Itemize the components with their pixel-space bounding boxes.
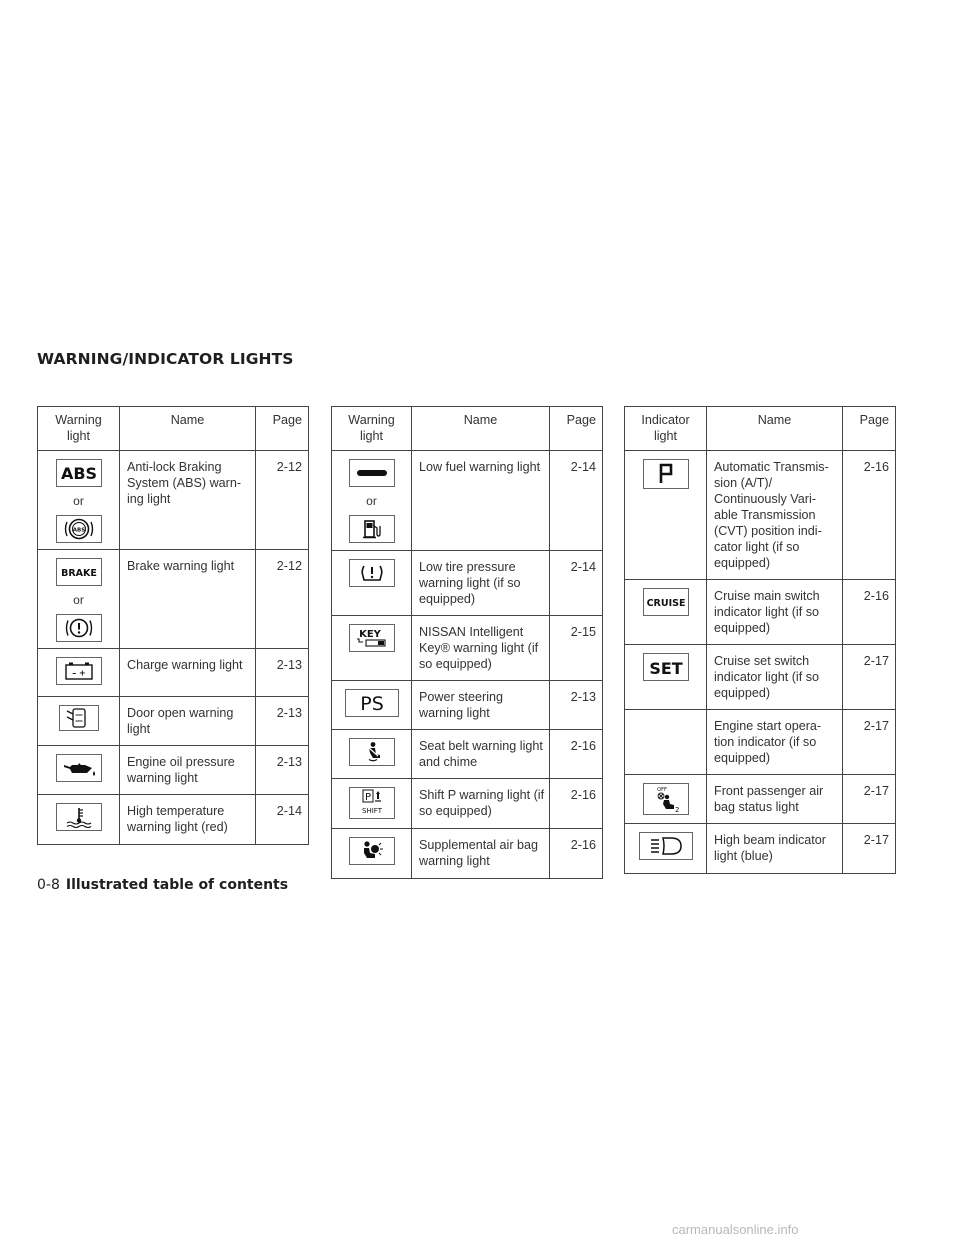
light-name: NISSAN Intelligent Key® warning light (if so equipped) <box>412 616 550 681</box>
table-row <box>625 645 896 710</box>
header-name: Name <box>707 407 843 451</box>
light-name: Cruise main switch indicator light (if so equipped) <box>707 580 843 645</box>
fuel-pump-icon <box>349 515 395 543</box>
table-row <box>332 551 603 616</box>
light-name: Charge warning light <box>120 649 256 697</box>
brake-circle-icon <box>56 614 102 642</box>
warning-lights-table-1 <box>37 406 309 845</box>
icon-cell <box>332 779 412 829</box>
table-row <box>332 681 603 730</box>
table-row <box>38 697 309 746</box>
light-name: Low fuel warning light <box>412 451 550 551</box>
icon-cell <box>38 746 120 795</box>
svg-text:BRAKE: BRAKE <box>60 568 97 579</box>
light-name: Supplemental air bag warning light <box>412 829 550 879</box>
header-indicator-light: Indicator light <box>625 407 707 451</box>
table-row <box>332 451 603 551</box>
svg-text:SHIFT: SHIFT <box>361 807 382 815</box>
icon-cell <box>332 616 412 681</box>
svg-text:KEY: KEY <box>358 629 381 640</box>
light-name: High temperature warning light (red) <box>120 795 256 845</box>
header-page: Page <box>550 407 603 451</box>
table-header-row <box>625 407 896 451</box>
light-name: Front passenger air bag status light <box>707 775 843 824</box>
or-label: or <box>73 494 84 508</box>
icon-cell <box>625 775 707 824</box>
table-row <box>625 580 896 645</box>
page-ref: 2-14 <box>550 551 603 616</box>
icon-cell <box>332 681 412 730</box>
cruise-set-icon <box>643 653 689 681</box>
abs-circle-icon <box>56 515 102 543</box>
page-ref: 2-16 <box>550 829 603 879</box>
svg-text:P: P <box>364 792 371 803</box>
table-row <box>38 746 309 795</box>
oil-can-icon <box>56 754 102 782</box>
icon-cell <box>332 551 412 616</box>
header-page: Page <box>843 407 896 451</box>
page-ref: 2-12 <box>256 451 309 550</box>
table-row <box>38 550 309 649</box>
table-header-row <box>38 407 309 451</box>
svg-text:OFF: OFF <box>656 787 667 793</box>
page-ref: 2-14 <box>550 451 603 551</box>
light-name: Engine oil pressure warning light <box>120 746 256 795</box>
page-ref: 2-16 <box>550 779 603 829</box>
seat-belt-icon <box>349 738 395 766</box>
airbag-warning-icon <box>349 837 395 865</box>
shift-p-icon <box>349 787 395 819</box>
page-ref: 2-13 <box>256 649 309 697</box>
table-row <box>332 829 603 879</box>
header-name: Name <box>412 407 550 451</box>
svg-text:PS: PS <box>359 693 384 715</box>
table-row <box>625 775 896 824</box>
table-row <box>38 795 309 845</box>
svg-text:SET: SET <box>648 659 683 678</box>
light-name: Anti-lock Braking System (ABS) warn-ing light <box>120 451 256 550</box>
high-beam-icon <box>639 832 693 860</box>
page-ref: 2-12 <box>256 550 309 649</box>
page-ref: 2-13 <box>550 681 603 730</box>
icon-cell <box>625 580 707 645</box>
page-ref: 2-16 <box>843 580 896 645</box>
park-position-icon <box>643 459 689 489</box>
light-name: Automatic Transmis-sion (A/T)/ Continuously Vari-able Transmission (CVT) position indi-cator light (if so equipped) <box>707 451 843 580</box>
or-label: or <box>366 494 377 508</box>
page-ref: 2-17 <box>843 645 896 710</box>
icon-cell <box>38 795 120 845</box>
table-row <box>625 451 896 580</box>
svg-text:CRUISE: CRUISE <box>646 598 685 609</box>
svg-text:– +: – + <box>71 668 86 678</box>
or-label: or <box>73 593 84 607</box>
page-ref: 2-17 <box>843 824 896 874</box>
page-number: 0-8 <box>37 877 60 893</box>
icon-cell <box>625 645 707 710</box>
section-title: WARNING/INDICATOR LIGHTS <box>37 350 294 368</box>
icon-cell <box>625 824 707 874</box>
abs-warning-icon <box>56 459 102 487</box>
svg-text:ABS: ABS <box>60 464 97 483</box>
table-row <box>332 779 603 829</box>
page-ref: 2-16 <box>550 730 603 779</box>
svg-text:ABS: ABS <box>72 527 85 534</box>
passenger-airbag-off-icon <box>643 783 689 815</box>
light-name: Low tire pressure warning light (if so equipped) <box>412 551 550 616</box>
svg-text:2: 2 <box>674 806 679 814</box>
icon-cell <box>38 697 120 746</box>
icon-cell <box>332 730 412 779</box>
light-name: Power steering warning light <box>412 681 550 730</box>
footer-title: Illustrated table of contents <box>65 877 289 893</box>
light-name: Brake warning light <box>120 550 256 649</box>
door-open-icon <box>59 705 99 731</box>
icon-cell <box>38 451 120 550</box>
table-row <box>625 824 896 874</box>
light-name: Seat belt warning light and chime <box>412 730 550 779</box>
table-row <box>625 710 896 775</box>
light-name: High beam indicator light (blue) <box>707 824 843 874</box>
light-name: Engine start opera-tion indicator (if so equipped) <box>707 710 843 775</box>
page-footer <box>37 877 288 893</box>
light-name: Cruise set switch indicator light (if so equipped) <box>707 645 843 710</box>
tire-pressure-icon <box>349 559 395 587</box>
table-header-row <box>332 407 603 451</box>
table-row <box>38 451 309 550</box>
warning-lights-table-2 <box>331 406 603 879</box>
table-row <box>38 649 309 697</box>
fuel-bar-icon <box>349 459 395 487</box>
icon-cell <box>625 451 707 580</box>
coolant-temperature-icon <box>56 803 102 831</box>
brake-warning-icon <box>56 558 102 586</box>
cruise-icon <box>643 588 689 616</box>
battery-icon <box>56 657 102 685</box>
intelligent-key-icon <box>349 624 395 652</box>
page-ref: 2-17 <box>843 775 896 824</box>
watermark: carmanualsonline.info <box>672 1222 799 1237</box>
light-name: Shift P warning light (if so equipped) <box>412 779 550 829</box>
page-ref: 2-17 <box>843 710 896 775</box>
header-warning-light: Warning light <box>332 407 412 451</box>
header-page: Page <box>256 407 309 451</box>
page-ref: 2-16 <box>843 451 896 580</box>
icon-cell <box>38 649 120 697</box>
light-name: Door open warning light <box>120 697 256 746</box>
header-warning-light: Warning light <box>38 407 120 451</box>
page-ref: 2-14 <box>256 795 309 845</box>
table-row <box>332 730 603 779</box>
indicator-lights-table <box>624 406 896 874</box>
power-steering-icon <box>345 689 399 717</box>
icon-cell <box>38 550 120 649</box>
page-ref: 2-15 <box>550 616 603 681</box>
page-ref: 2-13 <box>256 746 309 795</box>
icon-cell <box>625 710 707 775</box>
icon-cell <box>332 451 412 551</box>
page-ref: 2-13 <box>256 697 309 746</box>
table-row <box>332 616 603 681</box>
icon-cell <box>332 829 412 879</box>
header-name: Name <box>120 407 256 451</box>
